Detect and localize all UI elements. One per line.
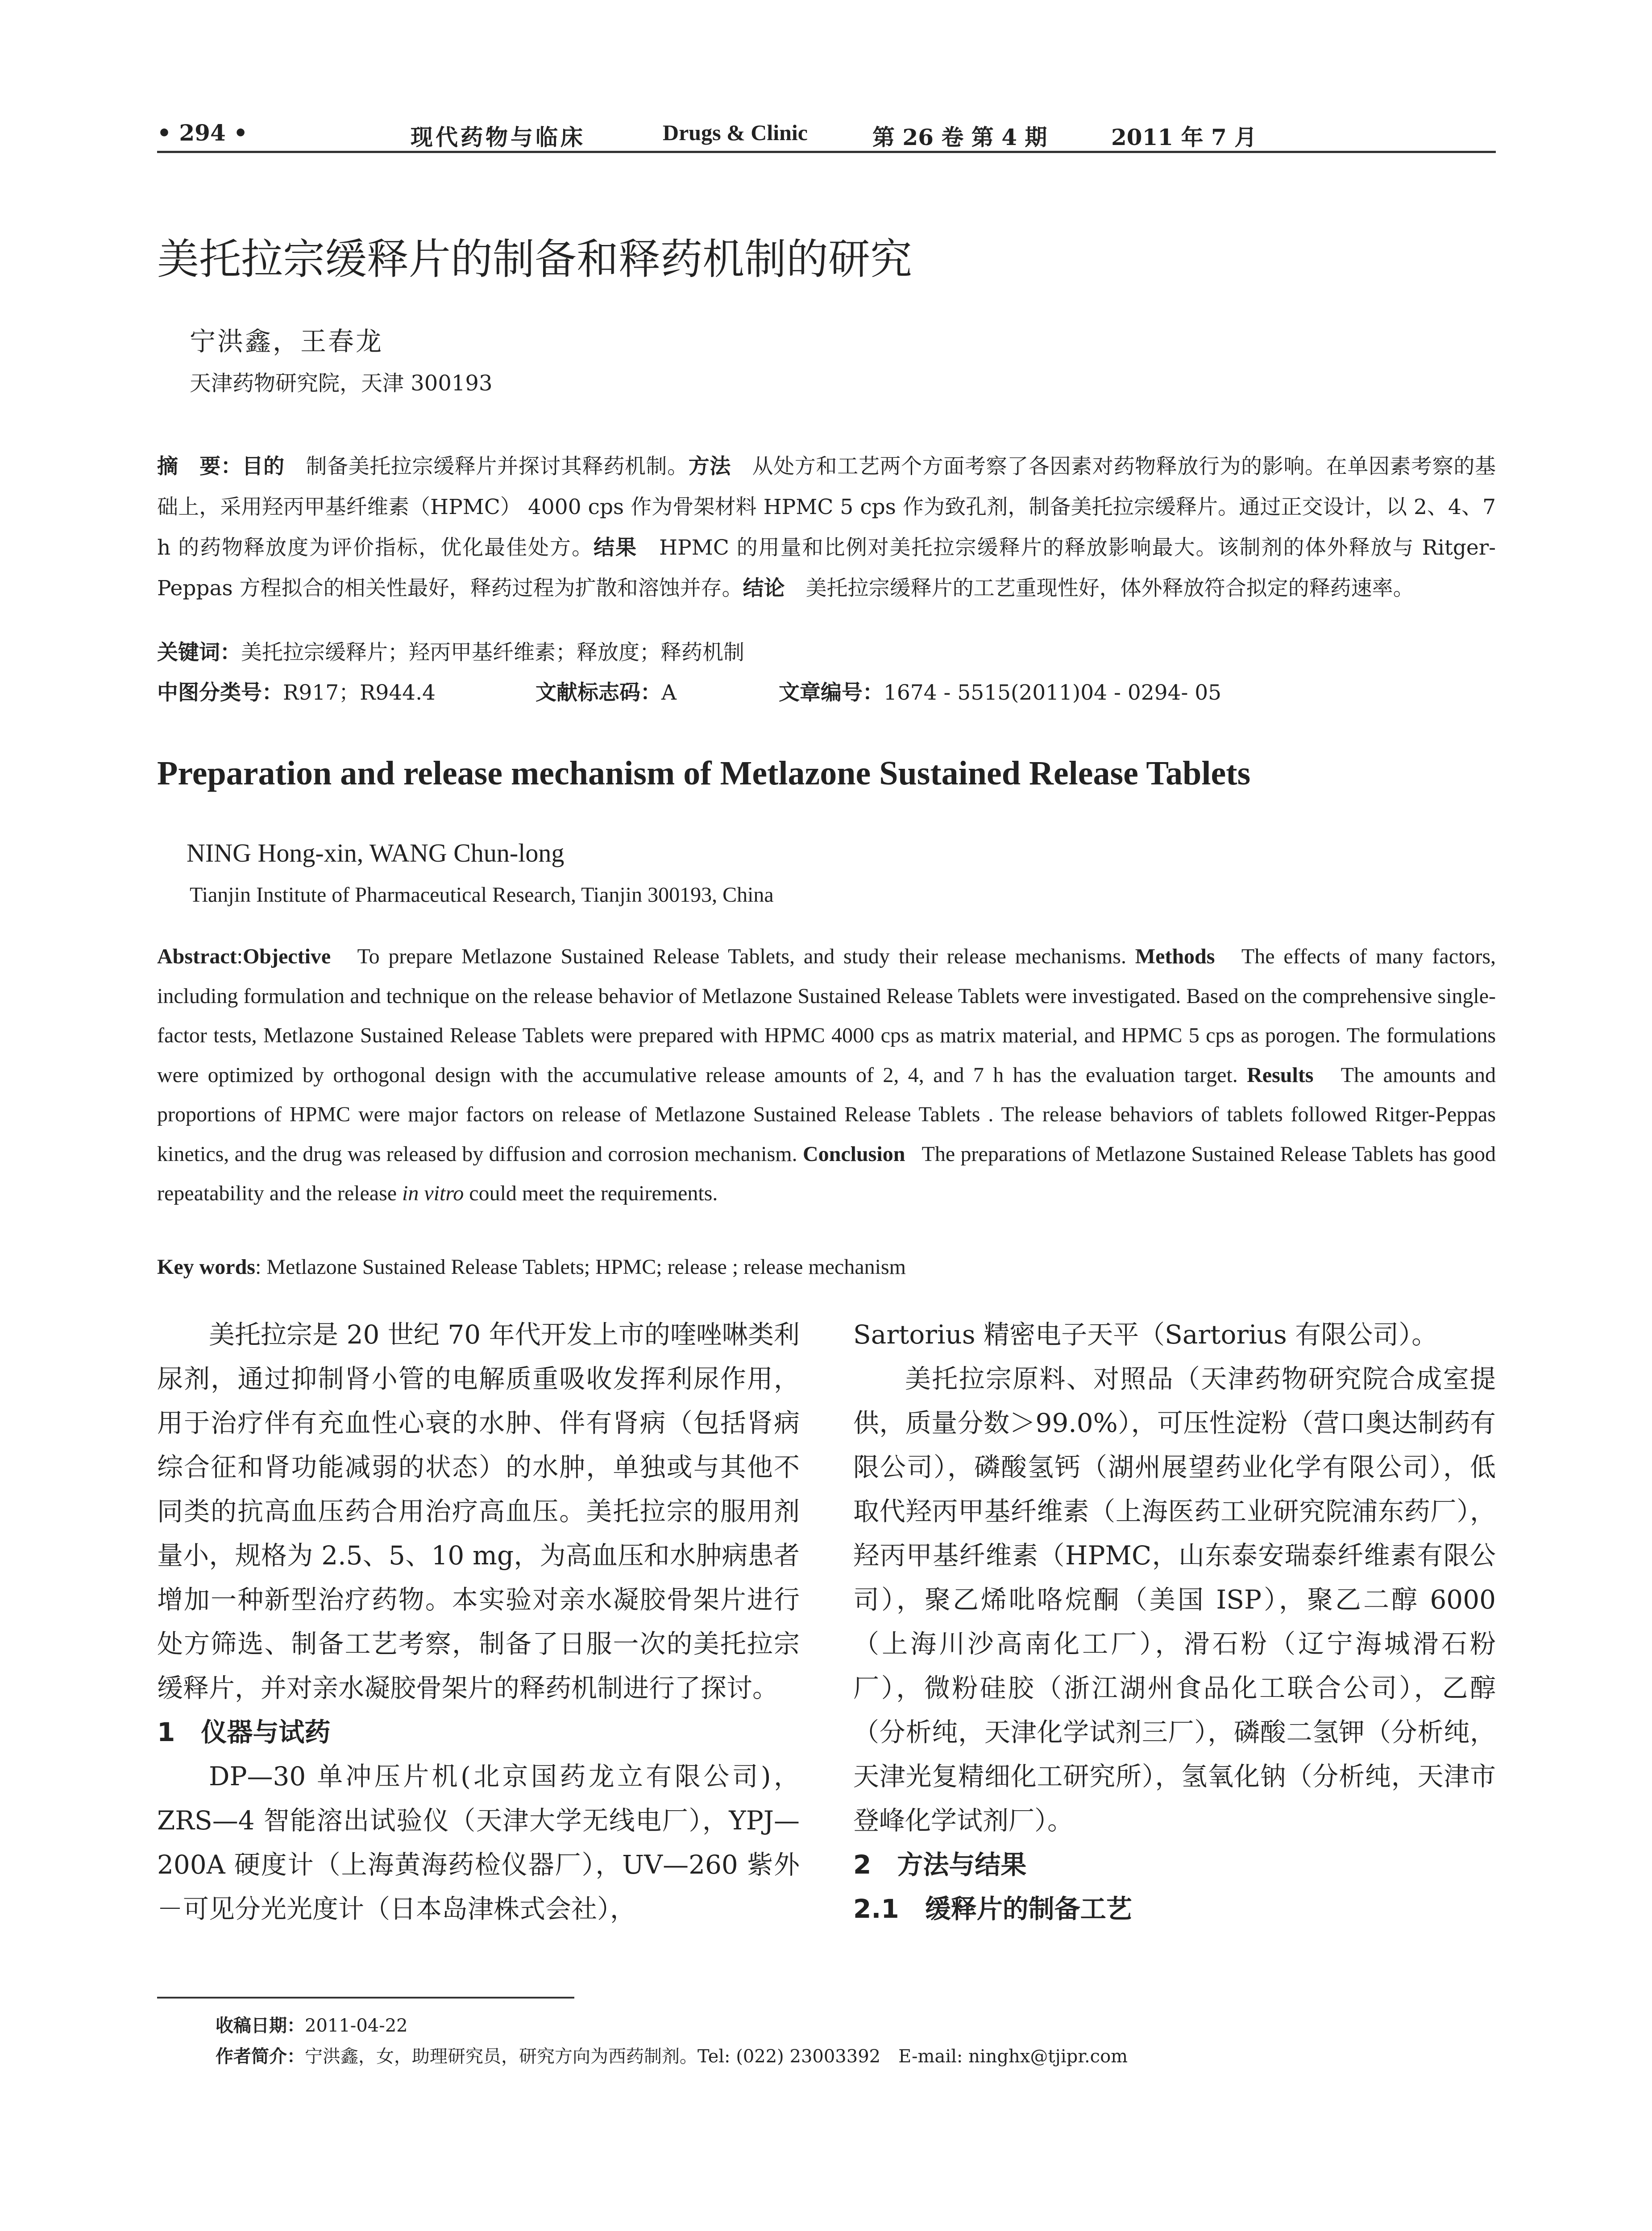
keywords-cn bbox=[157, 636, 744, 666]
abstract-en-label: Abstract bbox=[157, 945, 237, 968]
abstract-en-results-label: Results bbox=[1247, 1063, 1314, 1087]
abstract-en-methods: The effects of many factors, including formulation and technique on the release behavior of Metlazone Sustained Release Tablets were investigated. Based on the comprehensive single-factor tests, Metlazone Sustained Release Tablets were prepared with HPMC 4000 cps as matrix material, and HPMC 5 cps as porogen. The formulations were optimized by orthogonal design with the accumulative release amounts of 2, 4, and 7 h has the evaluation target. bbox=[157, 945, 1496, 1087]
reagents-paragraph: 美托拉宗原料、对照品（天津药物研究院合成室提供，质量分数＞99.0%），可压性淀粉（营口奥达制药有限公司），磷酸氢钙（湖州展望药业化学有限公司），低取代羟丙甲基纤维素（上海医药工业研究院浦东药厂），羟丙甲基纤维素（HPMC，山东泰安瑞泰纤维素有限公司），聚乙烯吡咯烷酮（美国 ISP），聚乙二醇 6000（上海川沙高南化工厂），滑石粉（辽宁海城滑石粉厂），微粉硅胶（浙江湖州食品化工联合公司），乙醇（分析纯，天津化学试剂三厂），磷酸二氢钾（分析纯，天津光复精细化工研究所），氢氧化钠（分析纯，天津市登峰化学试剂厂）。 bbox=[853, 1364, 1496, 1836]
keywords-en-text: Metlazone Sustained Release Tablets; HPMC; release ; release mechanism bbox=[266, 1255, 906, 1279]
issue-date: 2011 年 7 月 bbox=[1111, 124, 1257, 150]
received-value: 2011-04-22 bbox=[305, 2015, 408, 2036]
header-rule bbox=[157, 151, 1496, 153]
abstract-en-objective: To prepare Metlazone Sustained Release Tablets, and study their release mechanisms. bbox=[357, 945, 1126, 968]
author-bio-text: 宁洪鑫，女，助理研究员，研究方向为西药制剂。Tel: (022) 23003392 E-mail: ninghx@tjipr.com bbox=[305, 2046, 1128, 2067]
abstract-en-conclusion-end: could meet the requirements. bbox=[469, 1182, 718, 1205]
article-title-cn: 美托拉宗缓释片的制备和释药机制的研究 bbox=[157, 235, 913, 284]
abstract-en-results: The amounts and proportions of HPMC were major factors on release of Metlazone Sustained Release Tablets . The release behaviors of tablets followed Ritger-Peppas kinetics, and the drug was released by diffusion and corrosion mechanism. bbox=[157, 1063, 1496, 1166]
authors-cn: 宁洪鑫，王春龙 bbox=[190, 326, 384, 357]
abstract-cn-conclusion: 美托拉宗缓释片的工艺重现性好，体外释放符合拟定的释药速率。 bbox=[805, 576, 1414, 601]
keywords-en-label: Key words bbox=[157, 1255, 255, 1279]
abstract-cn-objective-label: 目的 bbox=[242, 454, 285, 479]
doc-code-value: A bbox=[661, 680, 677, 705]
volume-issue: 第 26 卷 第 4 期 bbox=[872, 124, 1047, 150]
affiliation-en: Tianjin Institute of Pharmaceutical Research, Tianjin 300193, China bbox=[190, 883, 774, 907]
article-title-en: Preparation and release mechanism of Metlazone Sustained Release Tablets bbox=[157, 755, 1251, 792]
doc-code-label: 文献标志码： bbox=[535, 680, 661, 705]
abstract-en: Abstract:Objective To prepare Metlazone Sustained Release Tablets, and study their release mechanisms. Methods The effects of many factors, including formulation and technique on the release behavior of Metlazone Sustained Release Tablets were investigated. Based on the comprehensive single-factor tests, Metlazone Sustained Release Tablets were prepared with HPMC 4000 cps as matrix material, and HPMC 5 cps as porogen. The formulations were optimized by orthogonal design with the accumulative release amounts of 2, 4, and 7 h has the evaluation target. Results The amounts and proportions of HPMC were major factors on release of Metlazone Sustained Release Tablets . The release behaviors of tablets followed Ritger-Peppas kinetics, and the drug was released by diffusion and corrosion mechanism. Conclusion The preparations of Metlazone Sustained Release Tablets has good repeatability and the release in vitro could meet the requirements. bbox=[157, 945, 1496, 1205]
received-date bbox=[216, 2011, 408, 2037]
article-number-line bbox=[779, 676, 1221, 706]
abstract-cn bbox=[157, 446, 1496, 609]
instruments-paragraph-cont: Sartorius 精密电子天平（Sartorius 有限公司）。 bbox=[853, 1319, 1438, 1350]
article-number-value: 1674 - 5515(2011)04 - 0294- 05 bbox=[884, 680, 1222, 705]
abstract-cn-methods: 从处方和工艺两个方面考察了各因素对药物释放行为的影响。在单因素考察的基础上，采用羟丙甲基纤维素（HPMC） 4000 cps 作为骨架材料 HPMC 5 cps 作为致孔剂，制备美托拉宗缓释片。通过正交设计，以 2、4、7 h 的药物释放度为评价指标，优化最佳处方。 bbox=[157, 454, 1496, 560]
page-number: • 294 • bbox=[157, 120, 248, 146]
keywords-en: Key words: Metlazone Sustained Release Tablets; HPMC; release ; release mechanism bbox=[157, 1255, 906, 1279]
abstract-cn-methods-label: 方法 bbox=[688, 454, 731, 479]
author-bio-label: 作者简介： bbox=[216, 2046, 305, 2067]
section-heading-2-1: 2.1 缓释片的制备工艺 bbox=[853, 1894, 1132, 1924]
intro-paragraph: 美托拉宗是 20 世纪 70 年代开发上市的喹唑啉类利尿剂，通过抑制肾小管的电解质重吸收发挥利尿作用，用于治疗伴有充血性心衰的水肿、伴有肾病（包括肾病综合征和肾功能减弱的状态）的水肿，单独或与其他不同类的抗高血压药合用治疗高血压。美托拉宗的服用剂量小，规格为 2.5、5、10 mg，为高血压和水肿病患者增加一种新型治疗药物。本实验对亲水凝胶骨架片进行处方筛选、制备工艺考察，制备了日服一次的美托拉宗缓释片，并对亲水凝胶骨架片的释药机制进行了探讨。 bbox=[157, 1319, 800, 1703]
body-column-left bbox=[157, 1313, 800, 1931]
abstract-en-objective-label: Objective bbox=[242, 945, 331, 968]
abstract-en-conclusion-label: Conclusion bbox=[802, 1142, 905, 1166]
abstract-cn-results: HPMC 的用量和比例对美托拉宗缓释片的释放影响最大。该制剂的体外释放与 Ritger-Peppas 方程拟合的相关性最好，释药过程为扩散和溶蚀并存。 bbox=[157, 535, 1496, 601]
section-heading-2: 2 方法与结果 bbox=[853, 1849, 1027, 1880]
keywords-cn-text: 美托拉宗缓释片；羟丙甲基纤维素；释放度；释药机制 bbox=[241, 640, 744, 665]
affiliation-cn: 天津药物研究院，天津 300193 bbox=[190, 371, 493, 396]
authors-en: NING Hong-xin, WANG Chun-long bbox=[187, 838, 565, 867]
abstract-en-in-vitro: in vitro bbox=[402, 1182, 464, 1205]
abstract-cn-conclusion-label: 结论 bbox=[743, 576, 785, 601]
journal-name-cn: 现代药物与临床 bbox=[411, 124, 585, 150]
abstract-cn-objective: 制备美托拉宗缓释片并探讨其释药机制。 bbox=[306, 454, 689, 479]
body-column-right bbox=[853, 1313, 1496, 1931]
clc-value: R917；R944.4 bbox=[283, 680, 436, 705]
footnote-rule bbox=[157, 1997, 574, 1999]
abstract-en-conclusion: The preparations of Metlazone Sustained Release Tablets has good repeatability and the release bbox=[157, 1142, 1496, 1205]
abstract-cn-results-label: 结果 bbox=[594, 535, 638, 560]
classification-line bbox=[157, 676, 436, 706]
article-number-label: 文章编号： bbox=[779, 680, 884, 705]
clc-label: 中图分类号： bbox=[157, 680, 283, 705]
keywords-cn-label: 关键词： bbox=[157, 640, 241, 665]
author-bio bbox=[216, 2042, 1128, 2068]
section-heading-1: 1 仪器与试药 bbox=[157, 1717, 331, 1747]
abstract-en-methods-label: Methods bbox=[1135, 945, 1215, 968]
instruments-paragraph: DP—30 单冲压片机(北京国药龙立有限公司)，ZRS—4 智能溶出试验仪（天津大学无线电厂），YPJ—200A 硬度计（上海黄海药检仪器厂），UV—260 紫外－可见分光光度计（日本岛津株式会社）， bbox=[157, 1761, 800, 1924]
received-label: 收稿日期： bbox=[216, 2015, 305, 2036]
abstract-cn-label: 摘 要： bbox=[157, 454, 242, 479]
journal-name-en: Drugs & Clinic bbox=[663, 120, 808, 145]
doc-code-line bbox=[535, 676, 677, 706]
